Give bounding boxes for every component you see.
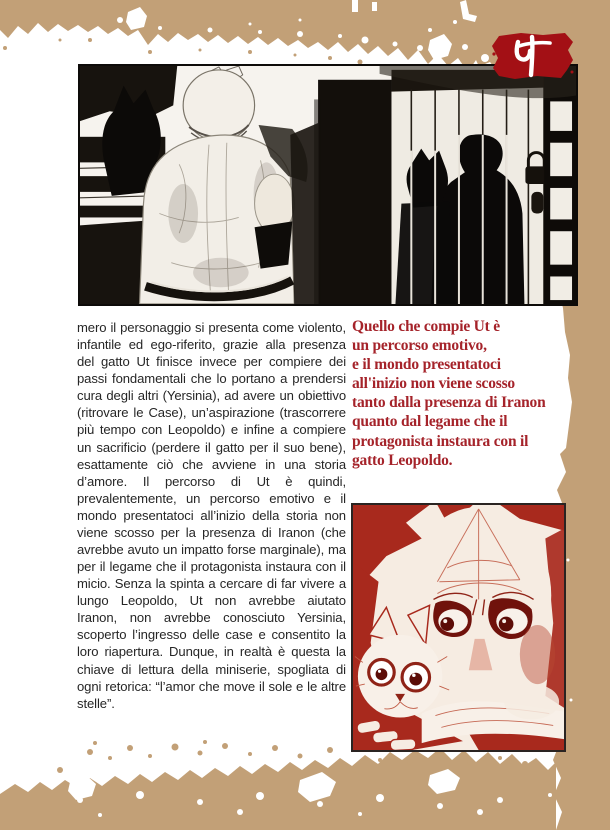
comic-panel-artwork	[80, 66, 576, 304]
text-line: e il mondo presentatoci	[352, 356, 501, 374]
red-illustration-artwork	[353, 505, 564, 750]
pull-quote	[352, 317, 582, 470]
article-text: mero il personaggio si presenta come violento, infantile ed ego-riferito, grazie alla presenza del gatto Ut finisce invece per compiere dei passi fondamentali che lo portano a prendersi cura degli altri (Yersinia), ad avere un obiettivo (ritrovare le Case), un’aspirazione (trascorrere più tempo con Leopoldo) e infine a compiere un sacrificio (perdere il gatto per il suo bene), esattamente ciò che avviene in una storia d’amore. Il percorso di Ut è quindi, prevalentemente, un percorso emotivo e il mondo presentatoci all’inizio della storia non viene scosso per la presenza di Iranon (che avrebbe avuto un impatto forse marginale), ma per il legame che il protagonista instaura con il micio. Senza la spinta a cercare di far vivere a lungo Leopoldo, Ut non avrebbe aiutato Iranon, non avrebbe conosciuto Yersinia, scoperto l’ingresso delle case e consentito la loro riapertura. Dunque, in realtà è questa la chiave di lettura della miniserie, spogliata di ogni retorica: “l’amor che move il sole e le altre stelle”.	[77, 320, 346, 711]
text-line: gatto Leopoldo.	[352, 451, 453, 469]
comic-panel	[78, 64, 578, 306]
ut-logo	[491, 30, 575, 82]
text-line: quanto dal legame che il	[352, 413, 508, 431]
text-line: un percorso emotivo,	[352, 337, 487, 355]
window-frame	[544, 66, 576, 304]
text-line: tanto dalla presenza di Iranon	[352, 394, 546, 412]
text-line: all'inizio non viene scosso	[352, 375, 515, 393]
text-line: protagonista instaura con il	[352, 432, 529, 450]
red-illustration-panel	[351, 503, 566, 752]
text-line: Quello che compie Ut è	[352, 318, 500, 335]
cell-door	[391, 70, 546, 304]
